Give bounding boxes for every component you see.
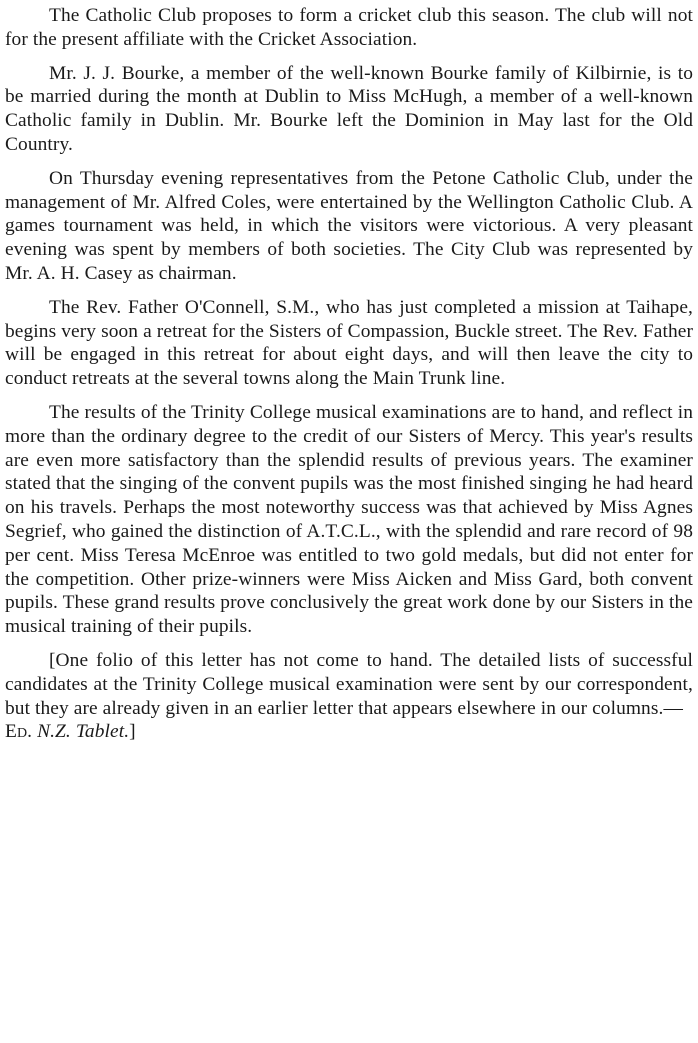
paragraph-petone-club-visit: On Thursday evening representatives from the Petone Catholic Club, under the management of Mr. Alfred Coles, were entertained by the Wellington Catholic Club. A games tournament was held, in which the visitors were victorious. A very pleasant evening was spent by members of both societies. The City Club was represented by Mr. A. H. Casey as chairman. [5,167,693,284]
editor-signature: Ed. [5,721,33,743]
publication-name: N.Z. Tablet. [37,721,130,743]
paragraph-bourke-marriage: Mr. J. J. Bourke, a member of the well-known Bourke family of Kilbirnie, is to be married during the month at Dublin to Miss McHugh, a member of a well-known Catholic family in Dublin. Mr. Bourke left the Dominion in May last for the Old Country. [5,62,693,155]
closing-bracket: ] [129,721,136,743]
paragraph-trinity-college-results: The results of the Trinity College musical examinations are to hand, and reflect in more than the ordinary degree to the credit of our Sisters of Mercy. This year's results are even more satisfactory than the splendid results of previous years. The examiner stated that the singing of the convent pupils was the most finished singing he had heard on his travels. Perhaps the most noteworthy success was that achieved by Miss Agnes Segrief, who gained the distinction of A.T.C.L., with the splendid and rare record of 98 per cent. Miss Teresa McEnroe was entitled to two gold medals, but did not enter for the competition. Other prize-winners were Miss Aicken and Miss Gard, both convent pupils. These grand results prove conclusively the great work done by our Sisters in the musical training of their pupils. [5,401,693,638]
paragraph-cricket-club: The Catholic Club proposes to form a cricket club this season. The club will not for the present affiliate with the Cricket Association. [5,5,693,50]
editor-note [5,649,693,744]
editor-note-body: [One folio of this letter has not come to hand. The detailed lists of successful candidates at the Trinity College musical examination were sent by our correspondent, but they are already given in an earlier letter that appears elsewhere in our columns.— [5,649,693,719]
paragraph-father-oconnell-retreat: The Rev. Father O'Connell, S.M., who has just completed a mission at Taihape, begins very soon a retreat for the Sisters of Compassion, Buckle street. The Rev. Father will be engaged in this retreat for about eight days, and will then leave the city to conduct retreats at the several towns along the Main Trunk line. [5,296,693,390]
